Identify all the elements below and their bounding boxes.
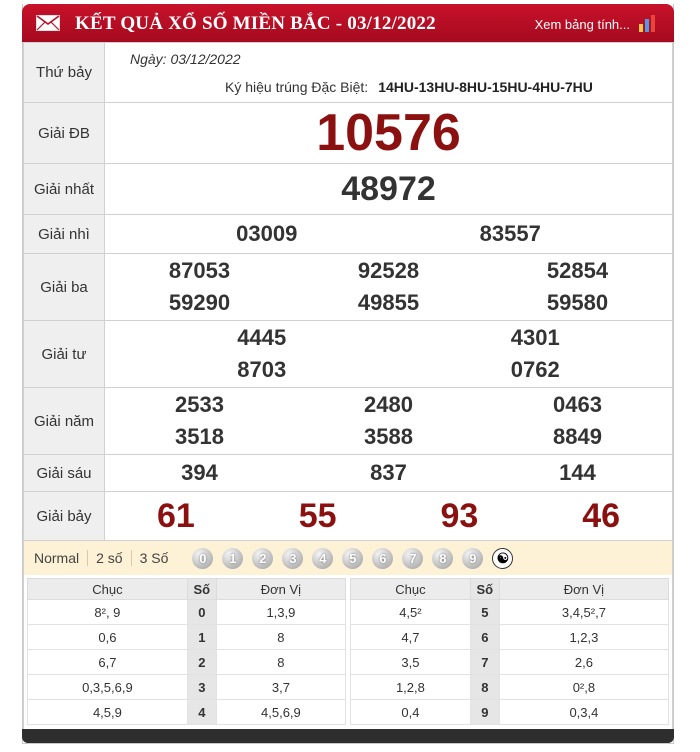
result-header: [22, 4, 674, 42]
column-header: Chục: [28, 579, 188, 600]
yin-yang-icon[interactable]: ☯: [492, 548, 513, 569]
donvi-cell: 0²,8: [499, 675, 668, 700]
donvi-cell: 8: [216, 650, 345, 675]
prize-number: 2533: [175, 392, 224, 417]
mail-icon: [36, 15, 60, 31]
prize-7-row: [24, 492, 673, 541]
day-label: Thứ bảy: [24, 43, 105, 103]
mode-3-digits[interactable]: 3 Số: [139, 550, 169, 566]
prize-label: Giải bảy: [24, 492, 105, 541]
column-header: Đơn Vị: [499, 579, 668, 600]
prize-number: 2480: [364, 392, 413, 417]
digit-ball-5[interactable]: 5: [342, 548, 363, 569]
display-options-bar: [23, 541, 673, 575]
prize-label: Giải ĐB: [24, 103, 105, 164]
digit-ball-0[interactable]: 0: [192, 548, 213, 569]
donvi-cell: 1,2,3: [499, 625, 668, 650]
table-row: [351, 675, 669, 700]
chuc-cell: 0,4: [351, 700, 471, 725]
table-row: [28, 700, 346, 725]
digit-ball-8[interactable]: 8: [432, 548, 453, 569]
prize-label: Giải ba: [24, 254, 105, 321]
digit-ball-4[interactable]: 4: [312, 548, 333, 569]
so-cell: 2: [187, 650, 216, 675]
mode-normal[interactable]: Normal: [24, 550, 88, 566]
prize-number: 394: [181, 460, 218, 485]
draw-date: Ngày: 03/12/2022: [130, 51, 241, 67]
donvi-cell: 2,6: [499, 650, 668, 675]
prize-label: Giải nhì: [24, 215, 105, 254]
prize-label: Giải sáu: [24, 455, 105, 492]
panel-footer: [22, 729, 674, 743]
so-cell: 4: [187, 700, 216, 725]
stats-table-right: [350, 578, 669, 725]
prize-number: 3588: [364, 424, 413, 449]
lottery-result-panel: [22, 4, 674, 744]
donvi-cell: 4,5,6,9: [216, 700, 345, 725]
view-table-link[interactable]: Xem bảng tính...: [534, 17, 630, 32]
so-cell: 3: [187, 675, 216, 700]
donvi-cell: 3,4,5²,7: [499, 600, 668, 625]
table-row: [28, 600, 346, 625]
so-cell: 1: [187, 625, 216, 650]
prize-2-row: [24, 215, 673, 254]
so-cell: 9: [470, 700, 499, 725]
prize-number: 87053: [168, 258, 231, 283]
chuc-cell: 0,6: [28, 625, 188, 650]
prize-number: 0463: [553, 392, 602, 417]
prize-4-row: [24, 321, 673, 388]
column-header: Đơn Vị: [216, 579, 345, 600]
digit-ball-1[interactable]: 1: [222, 548, 243, 569]
bar-chart-icon[interactable]: [638, 13, 658, 33]
chuc-cell: 3,5: [351, 650, 471, 675]
prize-number: 59290: [168, 290, 231, 315]
mode-2-digits[interactable]: 2 số: [88, 550, 131, 566]
chuc-cell: 6,7: [28, 650, 188, 675]
donvi-cell: 1,3,9: [216, 600, 345, 625]
prize-5-row: [24, 388, 673, 455]
prize-number: 52854: [546, 258, 609, 283]
prize-number: 83557: [479, 221, 541, 246]
prize-number: 49855: [357, 290, 420, 315]
table-row: [28, 625, 346, 650]
column-header: Số: [470, 579, 499, 600]
digit-filter: [192, 548, 513, 569]
donvi-cell: 0,3,4: [499, 700, 668, 725]
page-title: KẾT QUẢ XỔ SỐ MIỀN BẮC - 03/12/2022: [75, 13, 436, 34]
prize-number: 93: [440, 496, 479, 535]
special-code-label: Ký hiệu trúng Đặc Biệt:: [225, 79, 369, 95]
prize-number: 8703: [237, 357, 287, 382]
prize-number: 8849: [553, 424, 602, 449]
digit-ball-6[interactable]: 6: [372, 548, 393, 569]
digit-ball-7[interactable]: 7: [402, 548, 423, 569]
table-row: [28, 675, 346, 700]
prize-db-row: [24, 103, 673, 164]
table-row: [28, 650, 346, 675]
prize-1-row: [24, 164, 673, 215]
column-header: Số: [187, 579, 216, 600]
prize-3-row: [24, 254, 673, 321]
prize-number: 144: [559, 460, 596, 485]
so-cell: 8: [470, 675, 499, 700]
chuc-cell: 4,5²: [351, 600, 471, 625]
prize-number: 46: [582, 496, 621, 535]
so-cell: 6: [470, 625, 499, 650]
prize-number: 4301: [510, 325, 560, 350]
head-tail-stats: [23, 575, 673, 729]
prize-number: 61: [156, 496, 195, 535]
digit-ball-9[interactable]: 9: [462, 548, 483, 569]
prize-6-row: [24, 455, 673, 492]
prize-number: 03009: [236, 221, 298, 246]
first-prize-number: 48972: [105, 164, 673, 215]
prize-label: Giải nhất: [24, 164, 105, 215]
donvi-cell: 8: [216, 625, 345, 650]
special-prize-number: 10576: [105, 103, 673, 164]
results-table: [23, 42, 673, 541]
so-cell: 7: [470, 650, 499, 675]
column-header: Chục: [351, 579, 471, 600]
prize-label: Giải năm: [24, 388, 105, 455]
prize-number: 837: [370, 460, 407, 485]
prize-number: 4445: [237, 325, 287, 350]
table-row: [351, 625, 669, 650]
prize-number: 92528: [357, 258, 420, 283]
prize-number: 55: [298, 496, 337, 535]
prize-number: 0762: [510, 357, 560, 382]
digit-ball-3[interactable]: 3: [282, 548, 303, 569]
table-row: [351, 700, 669, 725]
info-row: [24, 43, 673, 103]
digit-ball-2[interactable]: 2: [252, 548, 273, 569]
table-row: [351, 650, 669, 675]
donvi-cell: 3,7: [216, 675, 345, 700]
special-code: 14HU-13HU-8HU-15HU-4HU-7HU: [378, 79, 593, 95]
prize-number: 3518: [175, 424, 224, 449]
chuc-cell: 4,7: [351, 625, 471, 650]
chuc-cell: 8², 9: [28, 600, 188, 625]
chuc-cell: 4,5,9: [28, 700, 188, 725]
chuc-cell: 0,3,5,6,9: [28, 675, 188, 700]
so-cell: 5: [470, 600, 499, 625]
stats-table-left: [27, 578, 346, 725]
info-cell: [105, 43, 673, 103]
prize-number: 59580: [546, 290, 609, 315]
special-code-line: [225, 79, 593, 95]
prize-label: Giải tư: [24, 321, 105, 388]
chuc-cell: 1,2,8: [351, 675, 471, 700]
so-cell: 0: [187, 600, 216, 625]
table-row: [351, 600, 669, 625]
